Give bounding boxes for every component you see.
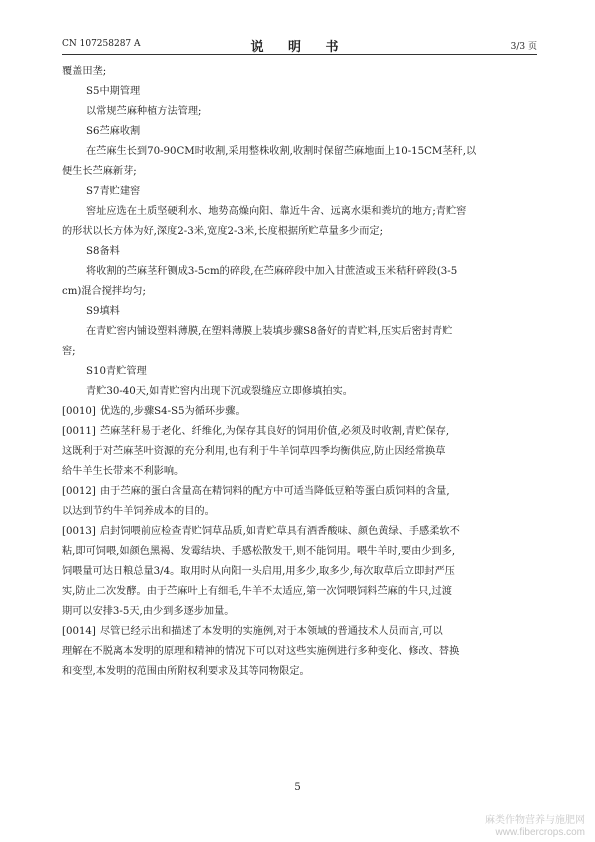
paragraph-line: 和变型,本发明的范围由所附权利要求及其等同物限定。: [62, 666, 310, 677]
text-line: S5中期管理: [86, 86, 141, 97]
watermark-url: www.fibercrops.com: [495, 827, 585, 838]
paragraph-line: 期可以安排3-5天,由少到多逐步加量。: [62, 606, 235, 617]
paragraph-line: 以达到节约牛羊饲养成本的目的。: [62, 506, 215, 517]
document-type-title: 说 明 书: [250, 40, 349, 55]
paragraph-line: 理解在不脱离本发明的原理和精神的情况下可以对这些实施例进行多种变化、修改、替换: [62, 646, 460, 657]
paragraph-number: [0010]: [62, 406, 96, 417]
text-line: 覆盖田垄;: [62, 66, 107, 77]
paragraph-line: 尽管已经示出和描述了本发明的实施例,对于本领域的普通技术人员而言,可以: [100, 626, 443, 637]
page-number: 5: [294, 782, 301, 793]
paragraph-line: 启封饲喂前应检查青贮饲草品质,如青贮草具有酒香酸味、颜色黄绿、手感柔软不: [100, 526, 460, 537]
paragraph-line: 由于苎麻的蛋白含量高在精饲料的配方中可适当降低豆粕等蛋白质饲料的含量,: [100, 486, 450, 497]
page-count: 3/3 页: [510, 42, 537, 52]
paragraph-number: [0014]: [62, 626, 96, 637]
text-line: 窖址应选在土质坚硬利水、地势高燥向阳、靠近牛舍、远离水渠和粪坑的地方;青贮窖: [86, 206, 467, 217]
paragraph-line: 粘,即可饲喂,如颜色黑褐、发霉结块、手感松散发干,则不能饲用。喂牛羊时,要由少到多,: [62, 546, 456, 557]
paragraph-line: 给牛羊生长带来不利影响。: [62, 466, 185, 477]
paragraph-line: 优选的,步骤S4-S5为循环步骤。: [100, 406, 246, 417]
paragraph-number: [0013]: [62, 526, 96, 537]
paragraph-number: [0012]: [62, 486, 96, 497]
text-line: 在青贮窖内铺设塑料薄膜,在塑料薄膜上装填步骤S8备好的青贮料,压实后密封青贮: [86, 326, 453, 337]
numbered-paragraph: [62, 522, 537, 622]
paragraph-line: 实,防止二次发酵。由于苎麻叶上有细毛,牛羊不太适应,第一次饲喂饲料苎麻的牛只,过渡: [62, 586, 452, 597]
text-line: 将收割的苎麻茎秆铡成3-5cm的碎段,在苎麻碎段中加入甘蔗渣或玉米秸秆碎段(3-5: [86, 266, 458, 277]
paragraph-line: 这既利于对苎麻茎叶资源的充分利用,也有利于牛羊饲草四季均衡供应,防止因经常换草: [62, 446, 446, 457]
text-line: cm)混合搅拌均匀;: [62, 286, 146, 297]
text-line: S8备料: [86, 246, 120, 257]
text-line: 便生长苎麻新芽;: [62, 166, 137, 177]
text-line: S7青贮建窖: [86, 186, 141, 197]
text-line: S9填料: [86, 306, 120, 317]
text-line: 的形状以长方体为好,深度2-3米,宽度2-3米,长度根据所贮草量多少而定;: [62, 226, 384, 237]
publication-number: CN 107258287 A: [62, 39, 141, 49]
numbered-paragraph: [62, 622, 537, 682]
text-line: 青贮30-40天,如青贮窖内出现下沉或裂缝应立即修填拍实。: [86, 386, 353, 397]
document-body: [62, 62, 537, 682]
paragraph-line: 饲喂量可达日粮总量3/4。取用时从向阳一头启用,用多少,取多少,每次取草后立即封严压: [62, 566, 455, 577]
text-line: 在苎麻生长到70-90CM时收割,采用整株收割,收割时保留苎麻地面上10-15CM茎秆,以: [86, 146, 477, 157]
numbered-paragraph: [62, 422, 537, 482]
text-line: S10青贮管理: [86, 366, 147, 377]
numbered-paragraph: [62, 482, 537, 522]
paragraph-number: [0011]: [62, 426, 96, 437]
paragraph-line: 苎麻茎秆易于老化、纤维化,为保存其良好的饲用价值,必须及时收割,青贮保存,: [100, 426, 450, 437]
watermark: [485, 815, 585, 839]
watermark-title: 麻类作物营养与施肥网: [485, 815, 585, 826]
text-line: 以常规苎麻种植方法管理;: [86, 106, 202, 117]
numbered-paragraph: [62, 402, 537, 422]
page-header: [62, 36, 537, 55]
text-line: 窖;: [62, 346, 76, 357]
text-line: S6苎麻收割: [86, 126, 141, 137]
